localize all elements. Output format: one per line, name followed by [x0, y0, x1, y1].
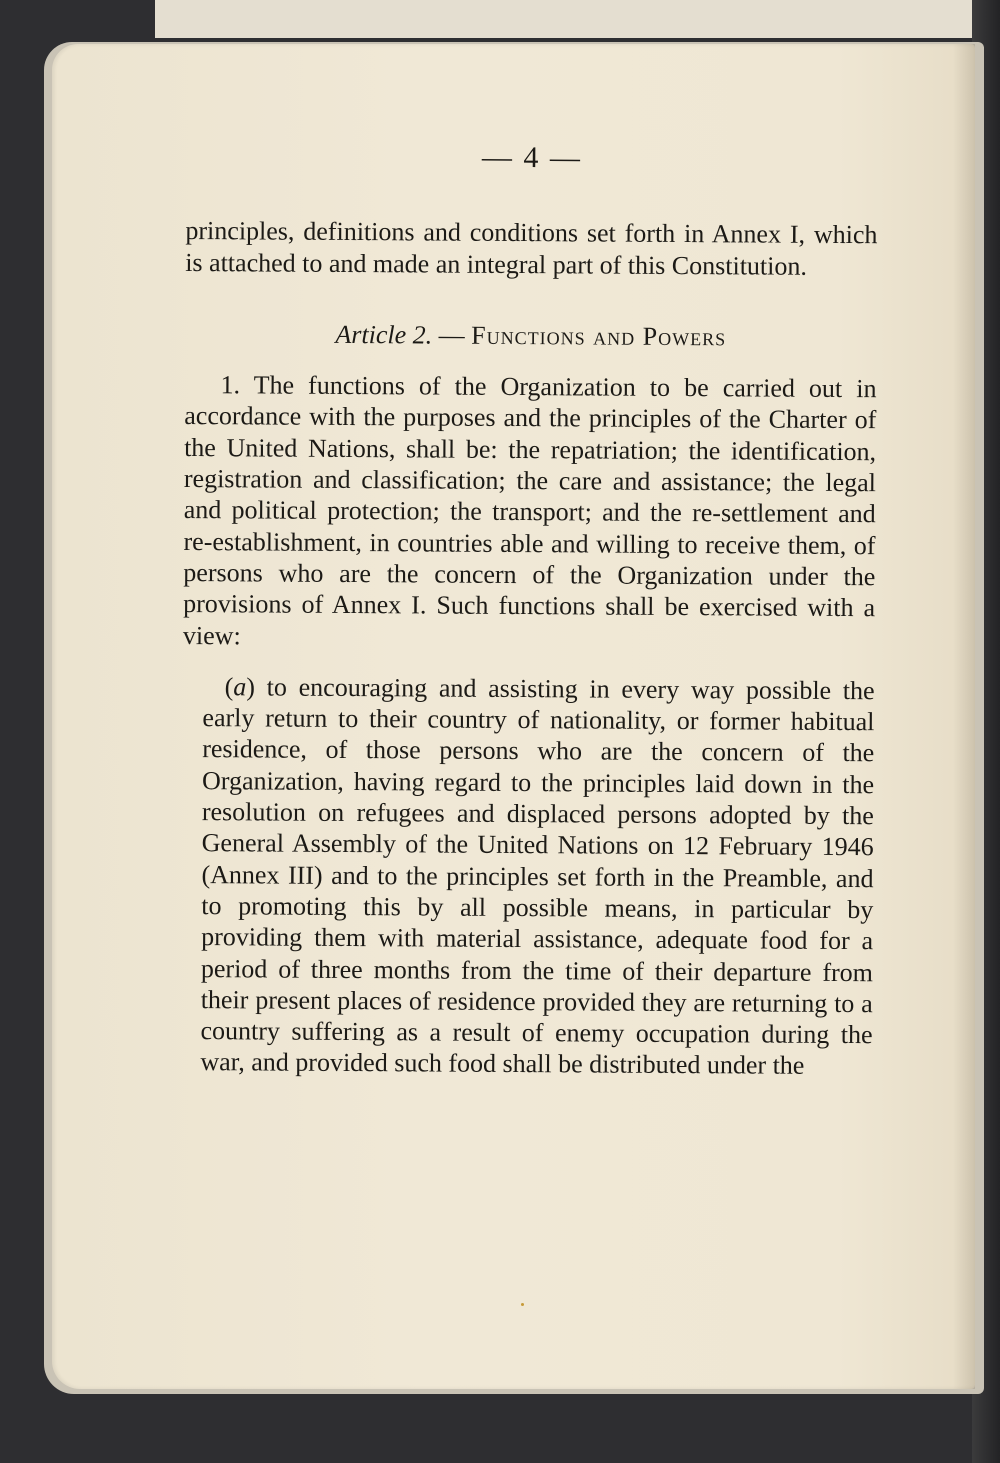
article-dash: — [432, 320, 472, 350]
section-paragraph [183, 369, 877, 655]
article-number: Article 2. [335, 319, 433, 350]
section-number: 1. [220, 370, 241, 400]
list-item-a: (a) to encouraging and assisting in every way possible the early return to their country of nationality, or former habitual residence, of those persons who are the concern of the Organization, having regard to the principles laid down in the resolution on refugees and displaced persons adopted by the General Assembly of the United Nations on 12 February 1946 (Annex III) and to the principles set forth in the Preamble, and to promoting this by all possible means, in particular by providing them with material assistance, adequate food for a period of three months from the time of their departure from their present places of residence provided they are returning to a country suffering as a result of enemy occupation during the war, and provided such food shall be distributed under the [200, 672, 875, 1081]
opening-paragraph: principles, definitions and conditions set forth in Annex I, which is attached to and made an integral part of this Constitution. [185, 216, 878, 281]
page-number: — 4 — [481, 140, 582, 175]
scan-background-top [155, 0, 1000, 38]
paper-speck [521, 1303, 524, 1306]
list-item-text: to encouraging and assisting in every way possible the early return to their country of nationality, or former habitual residence, of those persons who are the concern of the Organization, having regard to the principles laid down in the resolution on refugees and displaced persons adopted by the General Assembly of the United Nations on 12 February 1946 (Annex III) and to the principles set forth in the Preamble, and to promoting this by all possible means, in particular by providing them with material assistance, adequate food for a period of three months from the time of their departure from their present places of residence provided they are returning to a country suffering as a result of enemy occupation during the war, and provided such food shall be distributed under the [200, 672, 875, 1081]
article-title: Functions and Powers [471, 320, 727, 352]
section-text: The functions of the Organization to be carried out in accordance with the purposes and the principles of the Charter of the United Nations, shall be: the repatriation; the identification, registration and classification; the care and assistance; the legal and political protection; the transport; and the re-settlement and re-establishment, in countries able and willing to receive them, of persons who are the concern of the Organization under the provisions of Annex I. Such functions shall be exercised with a view: [182, 370, 877, 650]
list-item-label: a [233, 672, 247, 702]
article-heading [185, 318, 877, 354]
page-text-block [180, 140, 878, 1082]
